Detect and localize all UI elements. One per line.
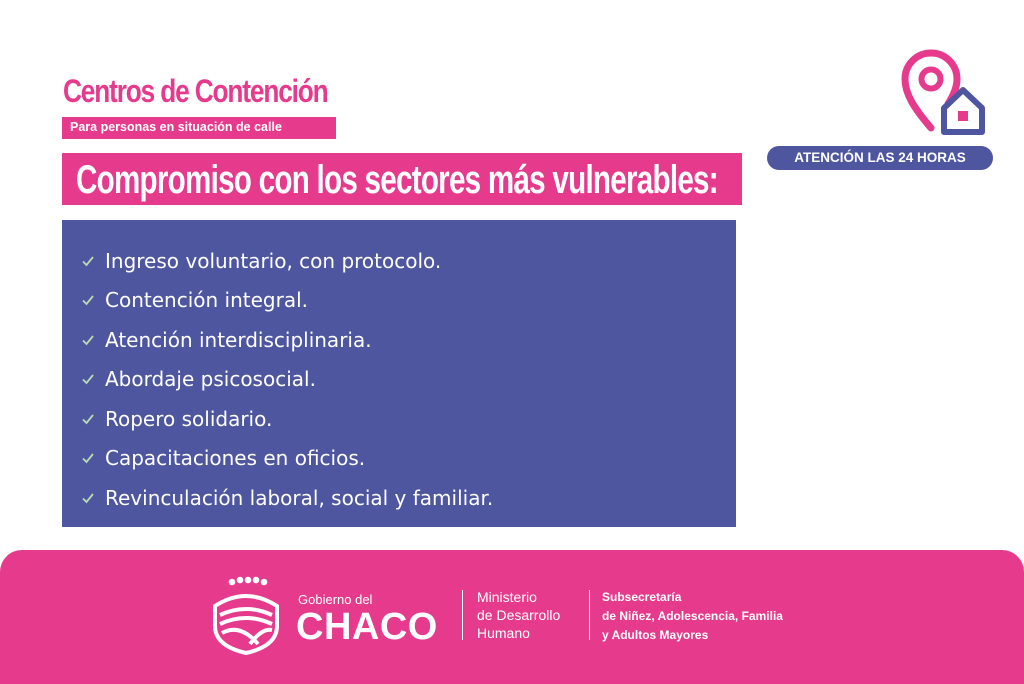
divider xyxy=(462,590,463,640)
check-icon xyxy=(82,452,94,464)
check-icon xyxy=(82,255,94,267)
check-icon xyxy=(82,294,94,306)
headline-text: Compromiso con los sectores más vulnerables: xyxy=(76,158,718,202)
feature-label: Contención integral. xyxy=(105,288,308,313)
feature-label: Ingreso voluntario, con protocolo. xyxy=(105,248,442,273)
hours-badge: ATENCIÓN LAS 24 HORAS xyxy=(767,146,993,170)
check-icon xyxy=(82,413,94,425)
gov-small-label: Gobierno del xyxy=(298,592,373,607)
footer xyxy=(0,550,1024,684)
location-home-icon xyxy=(898,48,990,140)
feature-item xyxy=(82,478,736,518)
gov-big-label: CHACO xyxy=(296,606,438,648)
subsecretaria-line: Subsecretaría xyxy=(602,590,682,604)
headline-banner xyxy=(62,153,742,205)
check-icon xyxy=(82,334,94,346)
subsecretaria-label xyxy=(602,588,783,645)
ministry-label xyxy=(477,588,560,642)
feature-label: Ropero solidario. xyxy=(105,406,273,431)
ministry-line: Ministerio xyxy=(477,589,537,605)
feature-item xyxy=(82,360,736,400)
feature-item xyxy=(82,241,736,281)
check-icon xyxy=(82,373,94,385)
subsecretaria-line: y Adultos Mayores xyxy=(602,628,709,642)
check-icon xyxy=(82,492,94,504)
page-title: Centros de Contención xyxy=(63,73,328,109)
divider xyxy=(589,590,590,640)
subsecretaria-line: de Niñez, Adolescencia, Familia xyxy=(602,609,783,623)
feature-label: Revinculación laboral, social y familiar. xyxy=(105,485,494,510)
features-panel xyxy=(62,220,736,527)
feature-label: Capacitaciones en oficios. xyxy=(105,446,366,471)
ministry-line: Humano xyxy=(477,625,530,641)
feature-label: Abordaje psicosocial. xyxy=(105,367,316,392)
subtitle-badge: Para personas en situación de calle xyxy=(62,117,336,139)
feature-item xyxy=(82,320,736,360)
feature-item xyxy=(82,281,736,321)
ministry-line: de Desarrollo xyxy=(477,607,561,623)
feature-label: Atención interdisciplinaria. xyxy=(105,327,372,352)
feature-item xyxy=(82,439,736,479)
chaco-emblem-icon xyxy=(210,576,282,656)
feature-item xyxy=(82,399,736,439)
